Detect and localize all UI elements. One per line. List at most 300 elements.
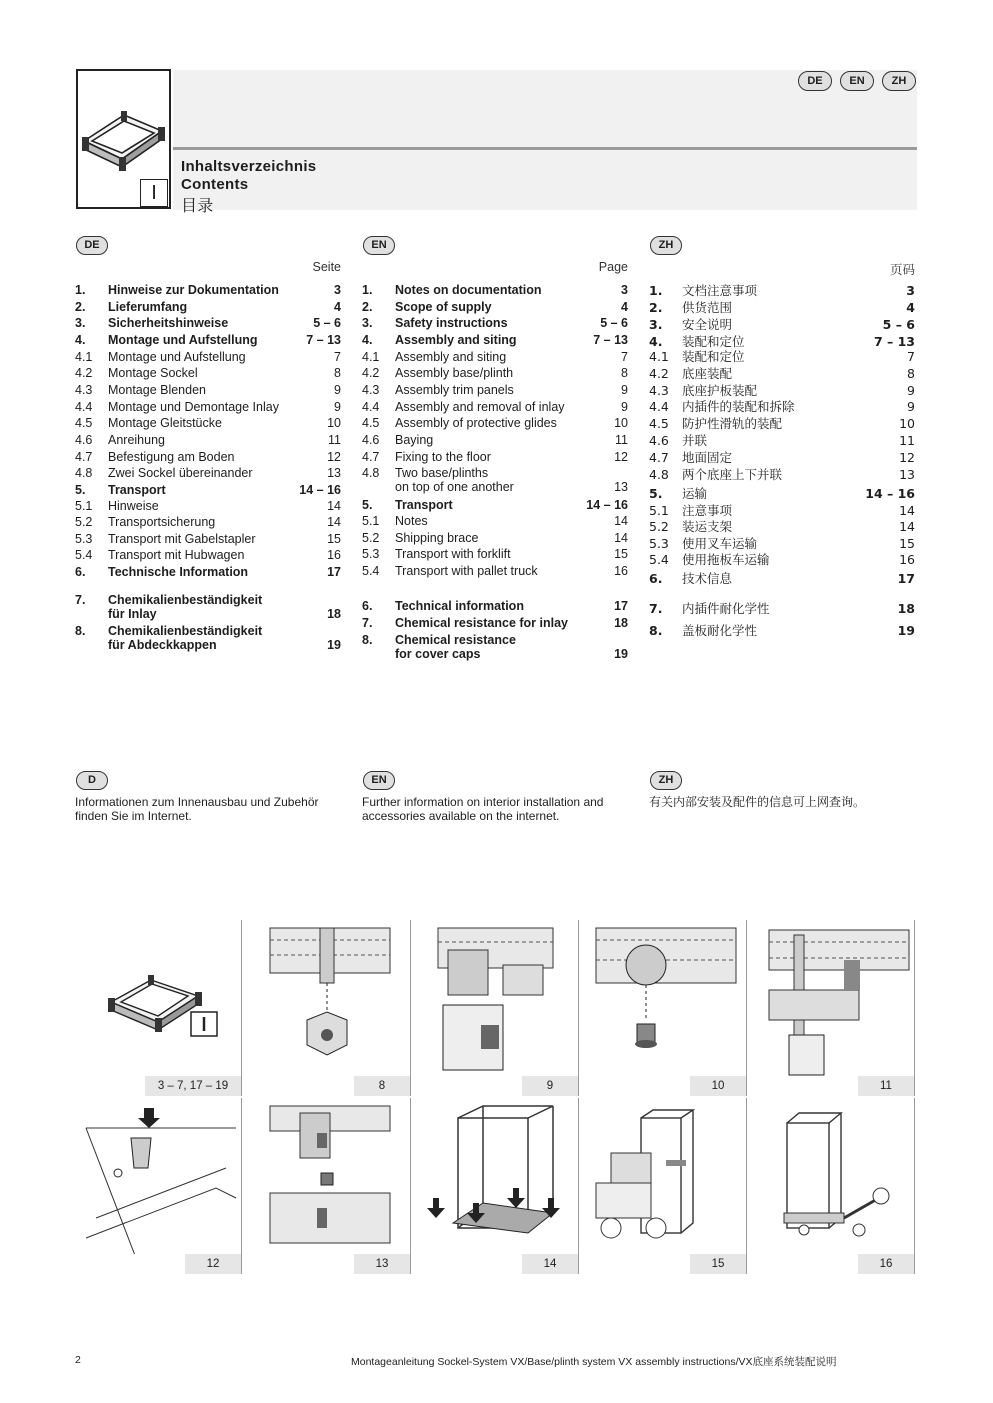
toc-entry-number: 4.6 bbox=[362, 433, 380, 447]
toc-entry-number: 4.3 bbox=[649, 383, 669, 398]
toc-entry-page: 14 bbox=[899, 519, 915, 534]
toc-entry[interactable] bbox=[649, 451, 915, 465]
toc-entry-page: 9 bbox=[334, 400, 341, 414]
toc-entry-number: 1. bbox=[362, 283, 373, 297]
toc-entry-page: 16 bbox=[899, 552, 915, 567]
toc-entry[interactable] bbox=[649, 624, 915, 638]
toc-entry-number: 3. bbox=[75, 316, 86, 330]
toc-entry-label: Montage und Demontage Inlay bbox=[108, 400, 279, 414]
toc-entry[interactable] bbox=[75, 433, 341, 447]
toc-entry-label: 装配和定位 bbox=[682, 334, 745, 349]
toc-entry-page: 4 bbox=[906, 300, 915, 315]
toc-entry-label: Notes on documentation bbox=[395, 283, 542, 297]
toc-entry-page: 19 bbox=[327, 638, 341, 652]
toc-entry[interactable] bbox=[649, 350, 915, 364]
toc-entry[interactable] bbox=[362, 531, 628, 545]
toc-entry-label: Anreihung bbox=[108, 433, 165, 447]
toc-badge-en: EN bbox=[363, 236, 395, 255]
toc-entry[interactable] bbox=[649, 504, 915, 518]
toc-entry-number: 4.6 bbox=[649, 433, 669, 448]
toc-entry-label: 盖板耐化学性 bbox=[682, 623, 758, 638]
toc-entry-label: Assembly and siting bbox=[395, 333, 517, 347]
info-text-de bbox=[75, 795, 319, 823]
toc-entry-number: 4. bbox=[75, 333, 86, 347]
toc-entry-number: 5.2 bbox=[75, 515, 93, 529]
info-badge-zh: ZH bbox=[650, 771, 682, 790]
toc-entry-page: 8 bbox=[907, 366, 915, 381]
toc-entry-page: 17 bbox=[614, 599, 628, 613]
figure-illustration bbox=[76, 1098, 242, 1254]
toc-page-heading-de: Seite bbox=[312, 260, 341, 274]
footer-page-number: 2 bbox=[75, 1354, 81, 1366]
figure-page-label: 13 bbox=[354, 1254, 410, 1274]
toc-entry-page: 10 bbox=[614, 416, 628, 430]
toc-entry-number: 4.5 bbox=[649, 416, 669, 431]
toc-entry-number: 6. bbox=[362, 599, 373, 613]
toc-entry-page: 18 bbox=[327, 607, 341, 621]
toc-entry-label: Transport with pallet truck bbox=[395, 564, 538, 578]
toc-entry-label: Fixing to the floor bbox=[395, 450, 491, 464]
toc-entry-label: 安全说明 bbox=[682, 317, 733, 332]
toc-badge-zh: ZH bbox=[650, 236, 682, 255]
toc-entry-label: Zwei Sockel übereinander bbox=[108, 466, 253, 480]
toc-entry[interactable] bbox=[649, 301, 915, 315]
figure-page-label: 3 – 7, 17 – 19 bbox=[145, 1076, 241, 1096]
toc-entry[interactable] bbox=[649, 553, 915, 567]
info-text-de-line1: Informationen zum Innenausbau und Zubehör bbox=[75, 795, 319, 809]
toc-entry-number: 4.7 bbox=[362, 450, 380, 464]
toc-entry[interactable] bbox=[362, 466, 628, 494]
toc-entry-number: 4.1 bbox=[362, 350, 380, 364]
toc-entry-label: Transport with forklift bbox=[395, 547, 511, 561]
toc-entry-page: 9 bbox=[334, 383, 341, 397]
toc-entry-page: 17 bbox=[897, 571, 915, 586]
toc-entry[interactable] bbox=[362, 547, 628, 561]
toc-entry[interactable] bbox=[649, 400, 915, 414]
toc-entry-label: Montage und Aufstellung bbox=[108, 333, 258, 347]
toc-entry[interactable] bbox=[362, 564, 628, 578]
toc-entry-label: 装配和定位 bbox=[682, 349, 745, 364]
toc-entry-number: 7. bbox=[649, 601, 663, 616]
figure-page-label: 9 bbox=[522, 1076, 578, 1096]
toc-entry[interactable] bbox=[362, 383, 628, 397]
figure-illustration bbox=[581, 920, 747, 1076]
info-text-zh bbox=[649, 795, 865, 809]
title-de: Inhaltsverzeichnis bbox=[181, 158, 317, 175]
toc-entry-page: 19 bbox=[614, 647, 628, 661]
figure-illustration bbox=[413, 920, 579, 1076]
toc-entry-label: 两个底座上下并联 bbox=[682, 467, 783, 482]
header-rule bbox=[173, 147, 917, 150]
toc-entry[interactable] bbox=[75, 593, 341, 621]
toc-entry[interactable] bbox=[649, 537, 915, 551]
toc-entry-label: Transport mit Gabelstapler bbox=[108, 532, 256, 546]
toc-entry[interactable] bbox=[362, 416, 628, 430]
figure-page-label: 12 bbox=[185, 1254, 241, 1274]
toc-entry-label: Chemical resistance bbox=[395, 633, 516, 647]
info-badge-en: EN bbox=[363, 771, 395, 790]
toc-entry-page: 17 bbox=[327, 565, 341, 579]
toc-entry[interactable] bbox=[75, 450, 341, 464]
toc-entry-page: 15 bbox=[899, 536, 915, 551]
figure-illustration bbox=[749, 1098, 915, 1254]
toc-entry-page: 5 – 6 bbox=[882, 317, 915, 332]
toc-entry-label: Befestigung am Boden bbox=[108, 450, 235, 464]
toc-entry-number: 8. bbox=[75, 624, 86, 638]
figure-page-label: 11 bbox=[858, 1076, 914, 1096]
section-thumbnail bbox=[76, 69, 171, 209]
toc-entry[interactable] bbox=[362, 450, 628, 464]
toc-entry-page: 18 bbox=[614, 616, 628, 630]
toc-entry-label: Chemical resistance for inlay bbox=[395, 616, 568, 630]
toc-entry-label: 地面固定 bbox=[682, 450, 733, 465]
toc-entry-number: 2. bbox=[75, 300, 86, 314]
info-text-en bbox=[362, 795, 603, 823]
toc-entry-label: 装运支架 bbox=[682, 519, 733, 534]
toc-entry-page: 7 – 13 bbox=[873, 334, 915, 349]
toc-entry-label: Hinweise bbox=[108, 499, 159, 513]
toc-entry[interactable] bbox=[75, 548, 341, 562]
toc-entry[interactable] bbox=[362, 498, 628, 512]
toc-entry-number: 4.5 bbox=[75, 416, 93, 430]
figure-page-label: 10 bbox=[690, 1076, 746, 1096]
toc-entry-page: 5 – 6 bbox=[313, 316, 341, 330]
lang-badge-en[interactable]: EN bbox=[840, 71, 874, 91]
toc-entry[interactable] bbox=[75, 366, 341, 380]
info-text-en-line1: Further information on interior installation and bbox=[362, 795, 604, 809]
toc-entry[interactable] bbox=[362, 514, 628, 528]
toc-entry-label: Assembly and siting bbox=[395, 350, 507, 364]
toc-entry-label: Assembly of protective glides bbox=[395, 416, 557, 430]
toc-entry-number: 4.4 bbox=[75, 400, 93, 414]
toc-entry-label: Scope of supply bbox=[395, 300, 492, 314]
toc-entry[interactable] bbox=[75, 383, 341, 397]
toc-entry-number: 5.4 bbox=[75, 548, 93, 562]
figure-panel bbox=[76, 1098, 242, 1274]
toc-entry-number: 4.8 bbox=[362, 466, 380, 480]
toc-entry-page: 8 bbox=[334, 366, 341, 380]
toc-entry-label-line2: für Abdeckkappen bbox=[108, 638, 217, 652]
figure-illustration bbox=[245, 920, 411, 1076]
toc-entry-page: 14 bbox=[327, 515, 341, 529]
toc-entry-label: Chemikalienbeständigkeit bbox=[108, 624, 263, 638]
toc-entry-number: 7. bbox=[75, 593, 86, 607]
toc-entry-label: 文档注意事项 bbox=[682, 283, 758, 298]
toc-entry-number: 4.3 bbox=[362, 383, 380, 397]
toc-column-zh bbox=[649, 236, 915, 676]
toc-entry-label: Technische Information bbox=[108, 565, 249, 579]
figure-page-label: 16 bbox=[858, 1254, 914, 1274]
figure-illustration bbox=[413, 1098, 579, 1254]
figure-panel bbox=[245, 920, 411, 1096]
toc-entry[interactable] bbox=[362, 283, 628, 297]
toc-entry-number: 4.1 bbox=[75, 350, 93, 364]
toc-badge-de: DE bbox=[76, 236, 108, 255]
toc-entry-page: 11 bbox=[615, 433, 628, 447]
toc-entry-page: 16 bbox=[327, 548, 341, 562]
toc-entry-page: 3 bbox=[334, 283, 341, 297]
toc-entry[interactable] bbox=[649, 602, 915, 616]
toc-entry-number: 5. bbox=[362, 498, 373, 512]
toc-entry-number: 5.2 bbox=[362, 531, 380, 545]
toc-entry-label: Transport bbox=[395, 498, 453, 512]
toc-entry-label: Chemikalienbeständigkeit bbox=[108, 593, 263, 607]
figure-panel bbox=[76, 920, 242, 1096]
toc-entry-label-line2: on top of one another bbox=[395, 480, 514, 494]
toc-entry-page: 7 bbox=[907, 349, 915, 364]
title-en: Contents bbox=[181, 176, 249, 193]
toc-entry[interactable] bbox=[75, 515, 341, 529]
figure-illustration bbox=[749, 920, 915, 1076]
toc-entry-number: 5. bbox=[649, 486, 663, 501]
toc-entry[interactable] bbox=[362, 350, 628, 364]
toc-page-heading-en: Page bbox=[598, 260, 628, 274]
toc-entry-number: 4.8 bbox=[75, 466, 93, 480]
toc-entry-label: 并联 bbox=[682, 433, 708, 448]
toc-entry-label: 注意事项 bbox=[682, 503, 733, 518]
toc-entry-label: 防护性滑轨的装配 bbox=[682, 416, 783, 431]
toc-entry-page: 8 bbox=[621, 366, 628, 380]
toc-entry-number: 5.4 bbox=[362, 564, 380, 578]
toc-entry-page: 14 – 16 bbox=[865, 486, 915, 501]
toc-entry-page: 14 bbox=[327, 499, 341, 513]
toc-entry[interactable] bbox=[362, 433, 628, 447]
toc-entry-number: 4.2 bbox=[362, 366, 380, 380]
toc-entry[interactable] bbox=[362, 633, 628, 661]
figure-panel bbox=[413, 1098, 579, 1274]
toc-entry-label: 技术信息 bbox=[682, 571, 733, 586]
toc-entry-number: 4.3 bbox=[75, 383, 93, 397]
toc-entry-page: 15 bbox=[327, 532, 341, 546]
toc-entry[interactable] bbox=[649, 335, 915, 349]
toc-entry-label-line2: for cover caps bbox=[395, 647, 481, 661]
toc-entry[interactable] bbox=[75, 483, 341, 497]
toc-entry[interactable] bbox=[75, 624, 341, 652]
toc-entry-label: Baying bbox=[395, 433, 434, 447]
toc-entry[interactable] bbox=[362, 616, 628, 630]
toc-entry[interactable] bbox=[649, 367, 915, 381]
toc-entry-number: 8. bbox=[649, 623, 663, 638]
toc-entry-number: 4. bbox=[362, 333, 373, 347]
toc-entry-label: Safety instructions bbox=[395, 316, 508, 330]
toc-entry-page: 15 bbox=[614, 547, 628, 561]
toc-entry-number: 1. bbox=[649, 283, 663, 298]
toc-entry-number: 4.4 bbox=[649, 399, 669, 414]
toc-entry-page: 4 bbox=[621, 300, 628, 314]
toc-entry-number: 4.2 bbox=[75, 366, 93, 380]
roman-numeral-badge: I bbox=[140, 179, 168, 207]
toc-entry-page: 14 bbox=[614, 531, 628, 545]
toc-entry-label: Assembly and removal of inlay bbox=[395, 400, 565, 414]
toc-entry[interactable] bbox=[75, 316, 341, 330]
toc-entry-number: 4.7 bbox=[649, 450, 669, 465]
toc-entry[interactable] bbox=[649, 417, 915, 431]
toc-entry-label: Montage und Aufstellung bbox=[108, 350, 246, 364]
toc-entry-label: Two base/plinths bbox=[395, 466, 489, 480]
toc-entry-label: Hinweise zur Dokumentation bbox=[108, 283, 279, 297]
toc-entry-page: 10 bbox=[327, 416, 341, 430]
figure-illustration bbox=[581, 1098, 747, 1254]
toc-entry-page: 14 – 16 bbox=[586, 498, 628, 512]
toc-entry-page: 4 bbox=[334, 300, 341, 314]
toc-entry-label: 内插件的装配和拆除 bbox=[682, 399, 795, 414]
toc-entry-page: 7 – 13 bbox=[306, 333, 341, 347]
figure-panel bbox=[413, 920, 579, 1096]
toc-entry-page: 13 bbox=[614, 480, 628, 494]
toc-entry-page: 19 bbox=[897, 623, 915, 638]
toc-entry-page: 16 bbox=[614, 564, 628, 578]
toc-entry-page: 14 – 16 bbox=[299, 483, 341, 497]
toc-entry-number: 4.6 bbox=[75, 433, 93, 447]
toc-entry-number: 3. bbox=[649, 317, 663, 332]
toc-entry[interactable] bbox=[362, 400, 628, 414]
footer-title: Montageanleitung Sockel-System VX/Base/plinth system VX assembly instructions/VX底座系统装配说明 bbox=[351, 1356, 837, 1368]
toc-entry-page: 9 bbox=[621, 383, 628, 397]
toc-entry-label: Transportsicherung bbox=[108, 515, 216, 529]
toc-entry-label: 底座护板装配 bbox=[682, 383, 758, 398]
toc-entry[interactable] bbox=[649, 384, 915, 398]
toc-entry-page: 14 bbox=[614, 514, 628, 528]
toc-entry-label: Transport bbox=[108, 483, 166, 497]
toc-entry[interactable] bbox=[362, 300, 628, 314]
toc-entry[interactable] bbox=[649, 318, 915, 332]
toc-entry-page: 13 bbox=[899, 467, 915, 482]
lang-badge-de[interactable]: DE bbox=[798, 71, 832, 91]
figure-page-label: 15 bbox=[690, 1254, 746, 1274]
toc-entry-number: 4. bbox=[649, 334, 663, 349]
figure-panel bbox=[245, 1098, 411, 1274]
toc-entry-number: 6. bbox=[75, 565, 86, 579]
toc-entry-page: 9 bbox=[907, 399, 915, 414]
toc-entry-page: 14 bbox=[899, 503, 915, 518]
toc-entry-number: 7. bbox=[362, 616, 373, 630]
toc-entry-page: 11 bbox=[328, 433, 341, 447]
toc-entry-page: 5 – 6 bbox=[600, 316, 628, 330]
toc-entry-number: 6. bbox=[649, 571, 663, 586]
toc-entry-page: 18 bbox=[897, 601, 915, 616]
toc-entry-page: 7 bbox=[621, 350, 628, 364]
toc-entry-page: 12 bbox=[899, 450, 915, 465]
toc-entry[interactable] bbox=[75, 283, 341, 297]
toc-entry-number: 5.1 bbox=[649, 503, 669, 518]
toc-entry-number: 2. bbox=[362, 300, 373, 314]
toc-entry-number: 8. bbox=[362, 633, 373, 647]
toc-entry-page: 3 bbox=[621, 283, 628, 297]
toc-entry[interactable] bbox=[75, 400, 341, 414]
toc-entry-page: 10 bbox=[899, 416, 915, 431]
info-text-de-line2: finden Sie im Internet. bbox=[75, 809, 192, 823]
toc-entry-label: 内插件耐化学性 bbox=[682, 601, 770, 616]
title-zh: 目录 bbox=[181, 196, 214, 215]
toc-entry-page: 11 bbox=[899, 433, 915, 448]
figure-panel bbox=[581, 1098, 747, 1274]
toc-entry-page: 13 bbox=[327, 466, 341, 480]
toc-entry[interactable] bbox=[75, 565, 341, 579]
toc-entry-label: Notes bbox=[395, 514, 428, 528]
toc-entry[interactable] bbox=[649, 487, 915, 501]
toc-entry[interactable] bbox=[362, 316, 628, 330]
figure-page-label: 8 bbox=[354, 1076, 410, 1096]
toc-entry-label: Technical information bbox=[395, 599, 524, 613]
toc-entry[interactable] bbox=[75, 350, 341, 364]
toc-entry-label: Shipping brace bbox=[395, 531, 479, 545]
figure-panel bbox=[749, 1098, 915, 1274]
toc-entry-page: 3 bbox=[906, 283, 915, 298]
figure-illustration bbox=[76, 920, 242, 1076]
toc-entry-label: 供货范围 bbox=[682, 300, 733, 315]
toc-entry[interactable] bbox=[649, 284, 915, 298]
toc-entry-label: Lieferumfang bbox=[108, 300, 188, 314]
toc-page-heading-zh: 页码 bbox=[889, 262, 915, 277]
toc-entry[interactable] bbox=[75, 416, 341, 430]
toc-entry-number: 5.3 bbox=[649, 536, 669, 551]
toc-entry-label: Sicherheitshinweise bbox=[108, 316, 229, 330]
toc-entry-number: 4.7 bbox=[75, 450, 93, 464]
toc-entry-number: 5.3 bbox=[362, 547, 380, 561]
toc-entry-number: 4.8 bbox=[649, 467, 669, 482]
toc-entry-number: 2. bbox=[649, 300, 663, 315]
toc-entry-label: Montage Sockel bbox=[108, 366, 198, 380]
toc-entry-page: 9 bbox=[907, 383, 915, 398]
info-badge-de: D bbox=[76, 771, 108, 790]
toc-entry[interactable] bbox=[649, 572, 915, 586]
toc-entry[interactable] bbox=[75, 300, 341, 314]
toc-entry[interactable] bbox=[75, 499, 341, 513]
toc-entry-label: Assembly base/plinth bbox=[395, 366, 514, 380]
toc-entry-number: 4.5 bbox=[362, 416, 380, 430]
toc-entry-label: Montage Blenden bbox=[108, 383, 206, 397]
toc-entry-number: 4.2 bbox=[649, 366, 669, 381]
toc-entry-label: Montage Gleitstücke bbox=[108, 416, 222, 430]
toc-entry[interactable] bbox=[649, 434, 915, 448]
toc-entry[interactable] bbox=[649, 468, 915, 482]
toc-entry-page: 7 – 13 bbox=[593, 333, 628, 347]
toc-entry-number: 5.1 bbox=[362, 514, 380, 528]
toc-entry-page: 9 bbox=[621, 400, 628, 414]
toc-entry-number: 5.3 bbox=[75, 532, 93, 546]
toc-entry-label: 运输 bbox=[682, 486, 708, 501]
info-text-en-line2: accessories available on the internet. bbox=[362, 809, 560, 823]
toc-entry-label: Transport mit Hubwagen bbox=[108, 548, 245, 562]
figure-illustration bbox=[245, 1098, 411, 1254]
toc-entry-page: 12 bbox=[327, 450, 341, 464]
info-text-zh-line1: 有关内部安装及配件的信息可上网查询。 bbox=[649, 795, 866, 809]
toc-entry[interactable] bbox=[75, 466, 341, 480]
figure-panel bbox=[749, 920, 915, 1096]
lang-badge-zh[interactable]: ZH bbox=[882, 71, 916, 91]
toc-entry-number: 4.1 bbox=[649, 349, 669, 364]
toc-column-de bbox=[75, 236, 341, 676]
toc-entry-page: 7 bbox=[334, 350, 341, 364]
toc-entry-number: 4.4 bbox=[362, 400, 380, 414]
toc-entry-label-line2: für Inlay bbox=[108, 607, 157, 621]
toc-entry-number: 3. bbox=[362, 316, 373, 330]
toc-entry-number: 5.4 bbox=[649, 552, 669, 567]
toc-entry-number: 5.2 bbox=[649, 519, 669, 534]
toc-entry[interactable] bbox=[75, 333, 341, 347]
toc-entry[interactable] bbox=[362, 366, 628, 380]
toc-entry[interactable] bbox=[649, 520, 915, 534]
toc-entry[interactable] bbox=[75, 532, 341, 546]
toc-entry-page: 12 bbox=[614, 450, 628, 464]
header-background bbox=[173, 70, 917, 210]
toc-entry[interactable] bbox=[362, 333, 628, 347]
figure-page-label: 14 bbox=[522, 1254, 578, 1274]
toc-entry[interactable] bbox=[362, 599, 628, 613]
toc-entry-number: 5.1 bbox=[75, 499, 93, 513]
toc-entry-label: 使用拖板车运输 bbox=[682, 552, 770, 567]
figure-panel bbox=[581, 920, 747, 1096]
